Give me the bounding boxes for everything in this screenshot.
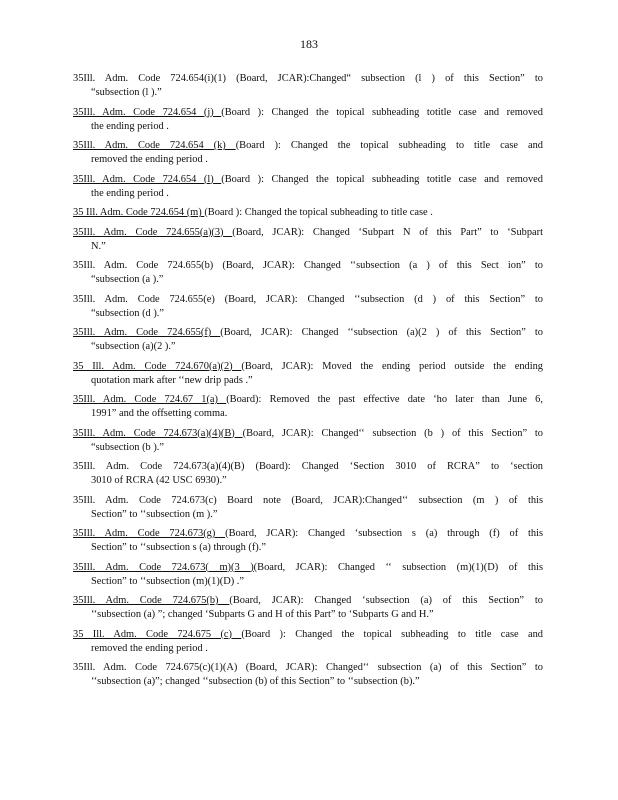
amendment-entry	[73, 427, 543, 455]
change-description: (Board, JCAR):Changed“ subsection (l ) of this Section” to	[226, 73, 543, 84]
code-citation: 35Ill. Adm. Code 724.67 1(a)	[73, 394, 227, 405]
amendment-entry	[73, 72, 543, 100]
entry-first-line	[73, 661, 543, 675]
entry-continuation-line: ‘‘subsection (a)”; changed ‘‘subsection (b) of this Section” to ‘‘subsection (b).”	[91, 676, 420, 687]
amendment-entry	[73, 139, 543, 167]
entry-continuation-line: Section” to ‘‘subsection (m ).”	[91, 508, 218, 520]
amendment-entry	[73, 206, 543, 220]
change-description: (Board, JCAR): Moved the ending period outside the ending	[241, 360, 543, 372]
entry-first-line	[73, 594, 543, 608]
code-citation: 35Ill. Adm. Code 724.673(a)(4)(B)	[73, 427, 243, 439]
change-description: (Board, JCAR): Changed‘‘ subsection (b ) of this Section” to	[242, 427, 543, 439]
code-citation: 35 Ill. Adm. Code 724.654 (m)	[73, 207, 205, 218]
amendment-entry	[73, 460, 543, 488]
entry-first-line	[73, 393, 543, 407]
code-citation: 35Ill. Adm. Code 724.675(b)	[73, 595, 230, 606]
code-citation: 35Ill. Adm. Code 724.655(f)	[73, 327, 221, 338]
entry-continuation-line: Section” to ‘‘subsection (m)(1)(D) .”	[91, 575, 245, 587]
change-description: (Board, JCAR): Changed ‘Subpart N of this Part” to ‘Subpart	[232, 226, 543, 238]
amendment-entry	[73, 561, 543, 589]
entry-continuation-line: ‘‘subsection (a) ”; changed ‘Subparts G and H of this Part” to ‘Subparts G and H.”	[91, 609, 434, 620]
entry-continuation-line: removed the ending period .	[91, 642, 208, 654]
entry-continuation-line: the ending period .	[91, 120, 169, 132]
amendment-entry	[73, 226, 543, 254]
amendment-entry	[73, 259, 543, 287]
code-citation: 35 Ill. Adm. Code 724.670(a)(2)	[73, 360, 242, 372]
amendment-entry	[73, 173, 543, 201]
amendment-entry	[73, 628, 543, 656]
entry-continuation-line: “subsection (a)(2 ).”	[91, 341, 176, 352]
code-citation: 35Ill. Adm. Code 724.654 (l)	[73, 173, 222, 185]
change-description: (Board, JCAR): Changed ‘‘subsection (d ) of this Section” to	[214, 293, 543, 305]
change-description: (Board): Removed the past effective date ‘ho later than June 6,	[226, 394, 543, 405]
change-description: (Board): Changed ‘Section 3010 of RCRA” to ‘section	[244, 461, 543, 472]
code-citation: 35Ill. Adm. Code 724.675(c)(1)(A)	[73, 662, 238, 673]
amendment-entry	[73, 106, 543, 134]
code-citation: 35Ill. Adm. Code 724.673(g)	[73, 528, 226, 539]
entry-first-line	[73, 173, 543, 187]
code-citation: 35Ill. Adm. Code 724.654 (j)	[73, 106, 222, 118]
code-citation: 35Ill. Adm. Code 724.673( m)(3 )	[73, 561, 254, 573]
entry-continuation-line: quotation mark after ‘‘new drip pads .”	[91, 374, 253, 386]
amendment-entry	[73, 360, 543, 388]
change-description: Board note (Board, JCAR):Changed‘‘ subsection (m ) of this	[216, 494, 543, 506]
amendment-entry	[73, 594, 543, 622]
entry-first-line	[73, 106, 543, 120]
code-citation: 35Ill. Adm. Code 724.654 (k)	[73, 140, 236, 151]
entry-first-line	[73, 206, 543, 220]
code-citation: 35Ill. Adm. Code 724.655(b)	[73, 260, 214, 271]
page-number: 183	[300, 37, 318, 51]
entry-first-line	[73, 427, 543, 441]
change-description: (Board ): Changed the topical subheading to title case and	[235, 140, 543, 151]
entry-first-line	[73, 527, 543, 541]
amendment-entry	[73, 661, 543, 689]
code-citation: 35 Ill. Adm. Code 724.675 (c)	[73, 628, 242, 640]
amendment-list	[73, 72, 543, 695]
entry-continuation-line: the ending period .	[91, 187, 169, 199]
change-description: (Board ): Changed the topical subheading to title case and	[241, 628, 543, 640]
change-description: (Board ): Changed the topical subheading totitle case and removed	[221, 106, 543, 118]
change-description: (Board, JCAR): Changed ‘‘subsection (a)(2 ) of this Section” to	[220, 327, 543, 338]
entry-continuation-line: “subsection (d ).”	[91, 307, 164, 319]
amendment-entry	[73, 293, 543, 321]
code-citation: 35Ill. Adm. Code 724.673(c)	[73, 494, 217, 506]
change-description: (Board, JCAR): Changed ‘subsection s (a) through (f) of this	[225, 528, 543, 539]
amendment-entry	[73, 527, 543, 555]
entry-first-line	[73, 259, 543, 273]
amendment-entry	[73, 393, 543, 421]
entry-first-line	[73, 72, 543, 86]
entry-first-line	[73, 360, 543, 374]
change-description: (Board ): Changed the topical subheading to title case .	[204, 207, 433, 218]
entry-continuation-line: Section” to ‘‘subsection s (a) through (f).”	[91, 542, 266, 553]
entry-first-line	[73, 326, 543, 340]
entry-continuation-line: removed the ending period .	[91, 154, 208, 165]
entry-first-line	[73, 561, 543, 575]
entry-continuation-line: “subsection (b ).”	[91, 441, 164, 453]
change-description: (Board, JCAR): Changed ‘‘ subsection (m)(1)(D) of this	[253, 561, 543, 573]
entry-continuation-line: “subsection (a ).”	[91, 274, 164, 285]
amendment-entry	[73, 494, 543, 522]
entry-first-line	[73, 628, 543, 642]
code-citation: 35Ill. Adm. Code 724.654(i)(1)	[73, 73, 226, 84]
entry-first-line	[73, 293, 543, 307]
entry-continuation-line: N.”	[91, 240, 106, 252]
entry-continuation-line: 1991” and the offsetting comma.	[91, 408, 228, 419]
entry-first-line	[73, 226, 543, 240]
amendment-entry	[73, 326, 543, 354]
change-description: (Board ): Changed the topical subheading totitle case and removed	[221, 173, 543, 185]
change-description: (Board, JCAR): Changed ‘‘subsection (a ) of this Sect ion” to	[213, 260, 543, 271]
code-citation: 35Ill. Adm. Code 724.673(a)(4)(B)	[73, 461, 245, 472]
entry-continuation-line: “subsection (l ).”	[91, 87, 162, 98]
change-description: (Board, JCAR): Changed‘‘ subsection (a) of this Section” to	[237, 662, 543, 673]
entry-first-line	[73, 139, 543, 153]
entry-first-line	[73, 460, 543, 474]
change-description: (Board, JCAR): Changed ‘subsection (a) of this Section” to	[229, 595, 543, 606]
code-citation: 35Ill. Adm. Code 724.655(e)	[73, 293, 215, 305]
entry-continuation-line: 3010 of RCRA (42 USC 6930).”	[91, 475, 227, 486]
entry-first-line	[73, 494, 543, 508]
code-citation: 35Ill. Adm. Code 724.655(a)(3)	[73, 226, 233, 238]
